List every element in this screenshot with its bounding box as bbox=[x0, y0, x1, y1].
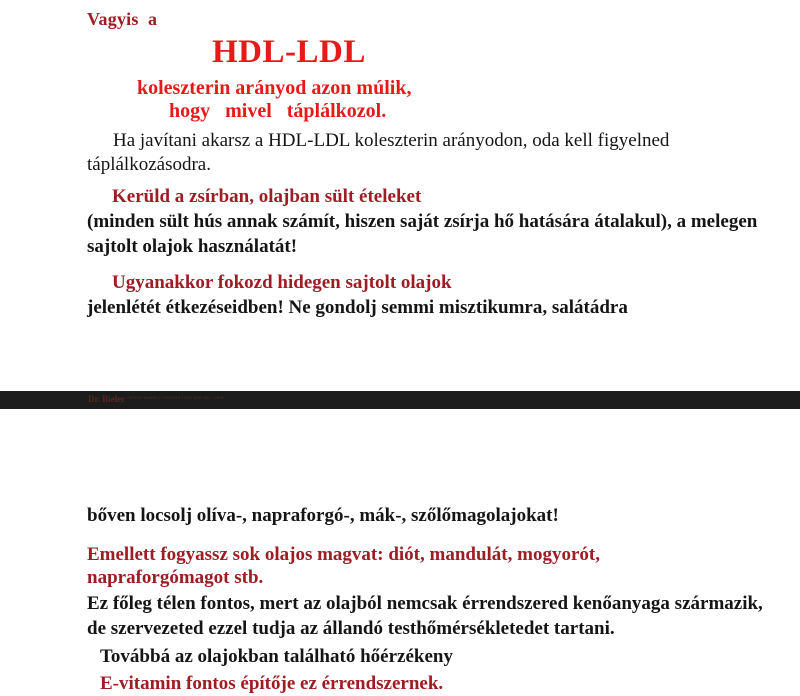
lead-text: Vagyis a bbox=[87, 9, 158, 29]
section-avoid-fried bbox=[0, 186, 800, 259]
section-seeds-heading-line-1: Emellett fogyassz sok olajos magvat: diót, mandulát, mogyorót, bbox=[87, 544, 600, 565]
section-cold-pressed bbox=[0, 272, 800, 321]
heading-block bbox=[0, 10, 800, 178]
section-oils-line: bőven locsolj olíva-, napraforgó-, mák-, szőlőmagolajokat! bbox=[87, 505, 559, 526]
subtitle-line-2: hogy mivel táplálkozol. bbox=[169, 100, 387, 122]
dark-image-band bbox=[0, 391, 800, 409]
section-avoid-heading: Kerüld a zsírban, olajban sült ételeket bbox=[112, 186, 422, 207]
section-increase-body: jelenlétét étkezéseidben! Ne gondolj semmi misztikumra, salátádra bbox=[87, 296, 628, 318]
section-pour-oils bbox=[0, 504, 800, 529]
section-seeds-closing-dark: Továbbá az olajokban található hőérzékeny bbox=[100, 645, 453, 667]
section-avoid-body: (minden sült hús annak számít, hiszen saját zsírja hő hatására átalakul), a melegen sajtolt olajok használatát! bbox=[87, 210, 758, 257]
subtitle-line-1: koleszterin arányod azon múlik, bbox=[137, 77, 412, 99]
section-increase-heading: Ugyanakkor fokozd hidegen sajtolt olajok bbox=[112, 272, 452, 293]
section-seeds-body: Ez főleg télen fontos, mert az olajból nemcsak érrendszered kenőanyaga származik, de szervezeted ezzel tudja az állandó testhőmérsékletedet tartani. bbox=[87, 593, 763, 640]
section-seeds-heading-line-2: napraforgómagot stb. bbox=[87, 567, 264, 589]
band-credit-text: Dr. Bieler bbox=[88, 394, 126, 404]
page-title: HDL-LDL bbox=[212, 34, 366, 70]
band-tagline-text: natural health | nutrition | oils and fats | diet bbox=[127, 396, 224, 401]
intro-paragraph bbox=[87, 129, 747, 178]
intro-paragraph-text: Ha javítani akarsz a HDL-LDL koleszterin arányodon, oda kell figyelned táplálkozásodra. bbox=[87, 130, 670, 176]
section-seeds-closing-red: E-vitamin fontos építője ez érrendszernek. bbox=[100, 673, 444, 695]
section-seeds bbox=[0, 543, 800, 696]
